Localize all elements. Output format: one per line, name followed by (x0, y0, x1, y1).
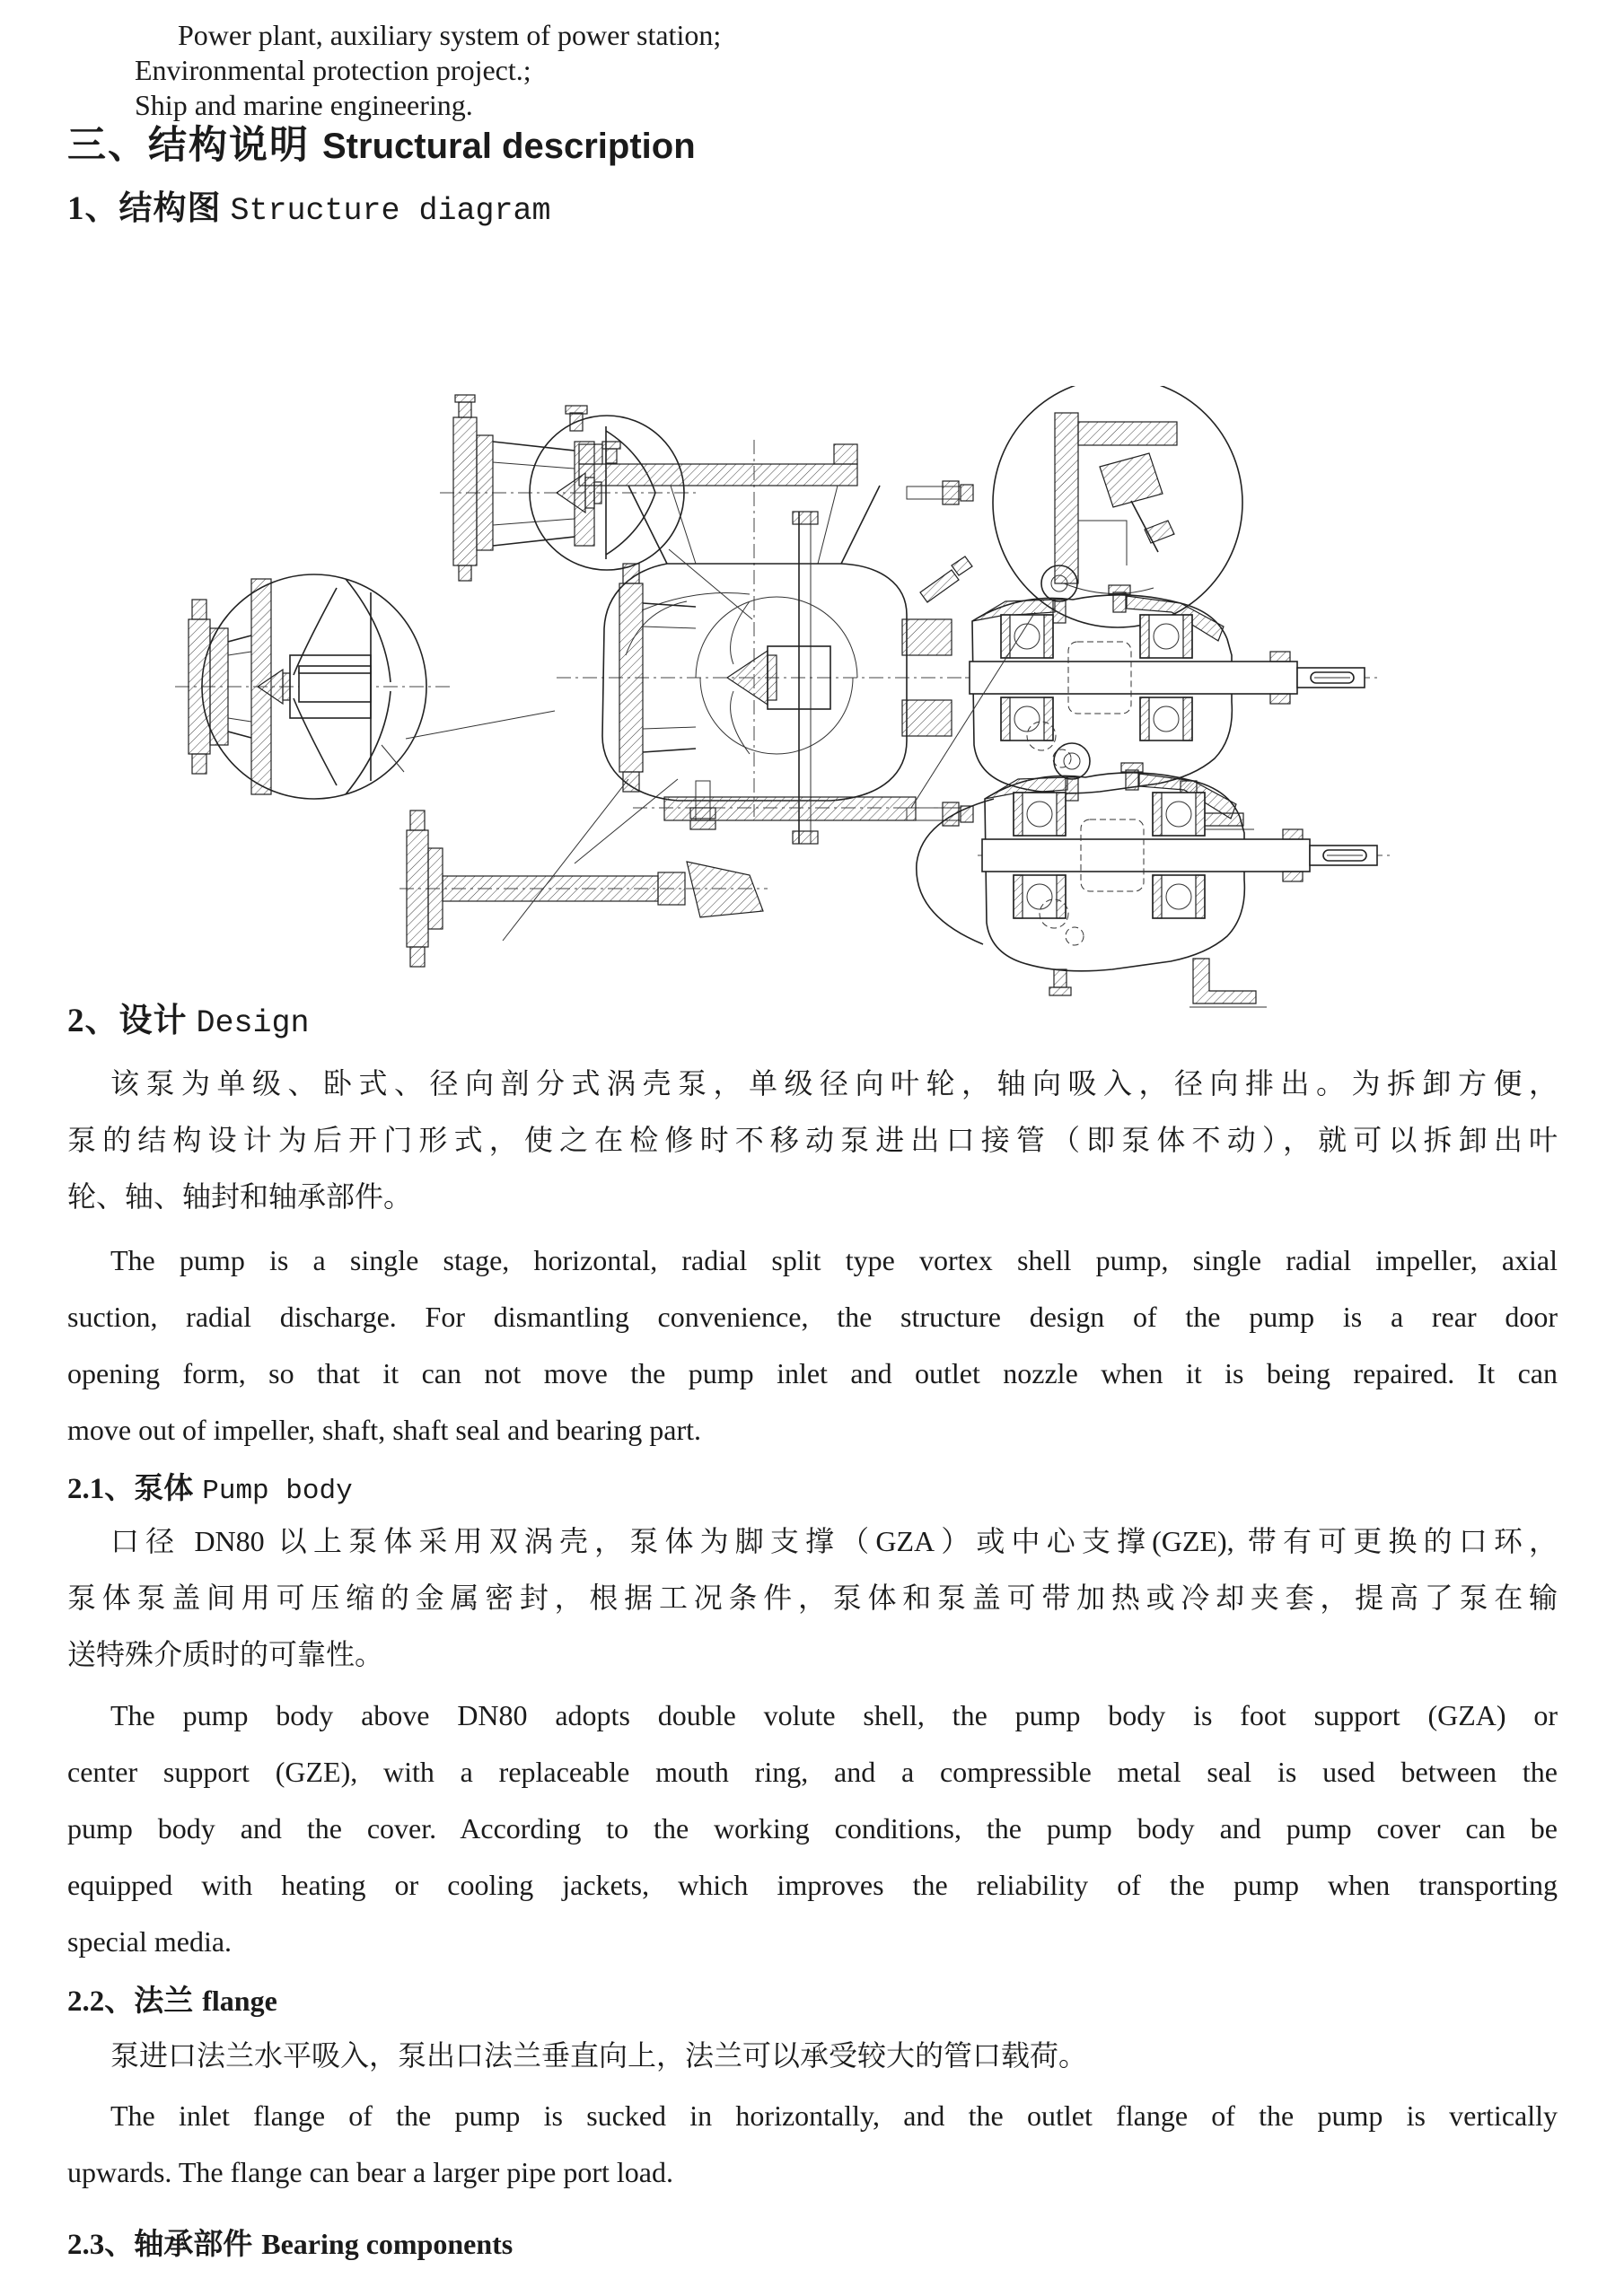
text-line: 口径 DN80 以上泵体采用双涡壳，泵体为脚支撑（GZA）或中心支撑(GZE), 带有可更换的口环， (110, 1525, 1558, 1557)
heading-cjk: 2.3、轴承部件 (67, 2229, 253, 2261)
subheading-bearing-components (67, 2221, 513, 2263)
section-heading-structural-description (67, 115, 696, 170)
text-line: 送特殊介质时的可靠性。 (67, 1638, 384, 1670)
subheading-design (67, 993, 310, 1041)
text-line: 该泵为单级、卧式、径向剖分式涡壳泵，单级径向叶轮，轴向吸入，径向排出。为拆卸方便， (110, 1067, 1558, 1100)
text-line: upwards. The flange can bear a larger pipe port load. (67, 2156, 673, 2188)
text-line: opening form, so that it can not move the pump inlet and outlet nozzle when it is being repaired. It can (67, 1357, 1558, 1389)
text-line: 泵的结构设计为后开门形式，使之在检修时不移动泵进出口接管（即泵体不动），就可以拆卸出叶 (67, 1124, 1558, 1156)
heading-en: Design (196, 1005, 310, 1041)
text-line: 泵进口法兰水平吸入，泵出口法兰垂直向上，法兰可以承受较大的管口载荷。 (110, 2039, 1088, 2072)
text-line: suction, radial discharge. For dismantling convenience, the structure design of the pump is a rear door (67, 1301, 1558, 1333)
text-line: equipped with heating or cooling jackets, which improves the reliability of the pump when transporting (67, 1869, 1558, 1901)
text-line: The pump is a single stage, horizontal, radial split type vortex shell pump, single radial impeller, axial (110, 1244, 1558, 1276)
heading-cjk: 2.2、法兰 (67, 1985, 194, 2018)
pump-body-paragraph-cn (67, 1513, 1558, 1683)
text-line: 轮、轴、轴封和轴承部件。 (67, 1180, 413, 1213)
suction-spool-view (440, 395, 696, 581)
impeller-detail-view (175, 574, 453, 799)
text-line: The pump body above DN80 adopts double volute shell, the pump body is foot support (GZA) or (110, 1699, 1558, 1731)
text-line: move out of impeller, shaft, shaft seal and bearing part. (67, 1414, 702, 1446)
heading-cjk: 三、结构说明 (67, 125, 310, 167)
text-line: Ship and marine engineering. (135, 89, 473, 121)
heading-cjk: 1、结构图 (67, 190, 222, 227)
heading-en: Pump body (202, 1476, 353, 1507)
text-line: The inlet flange of the pump is sucked in horizontally, and the outlet flange of the pump is vertically (110, 2099, 1558, 2132)
text-line: Environmental protection project.; (135, 54, 531, 86)
flange-paragraph-en (67, 2088, 1558, 2201)
subheading-pump-body (67, 1465, 353, 1507)
subheading-structure-diagram (67, 180, 551, 229)
text-line: center support (GZE), with a replaceable mouth ring, and a compressible metal seal is used between the (67, 1756, 1558, 1788)
heading-cjk: 2.1、泵体 (67, 1473, 194, 1505)
heading-en: Structure diagram (230, 193, 551, 229)
bearing-assembly-lower (917, 743, 1391, 1007)
pump-cross-section (557, 440, 973, 844)
shaft-component (399, 811, 768, 967)
flange-paragraph-cn (67, 2028, 1558, 2084)
text-line: 泵体泵盖间用可压缩的金属密封，根据工况条件，泵体和泵盖可带加热或冷却夹套，提高了泵在输 (67, 1582, 1558, 1614)
structure-diagram (67, 386, 1558, 1010)
heading-en: flange (202, 1985, 277, 2017)
design-paragraph-cn (67, 1056, 1558, 1225)
design-paragraph-en (67, 1232, 1558, 1459)
heading-cjk: 2、设计 (67, 1003, 188, 1039)
application-list (135, 18, 1032, 123)
heading-en: Bearing components (261, 2228, 514, 2260)
text-line: Power plant, auxiliary system of power station; (178, 19, 722, 51)
pump-body-paragraph-en (67, 1687, 1558, 1970)
subheading-flange (67, 1977, 277, 2020)
heading-en: Structural description (322, 127, 696, 166)
text-line: pump body and the cover. According to the working conditions, the pump body and pump cover can be (67, 1812, 1558, 1845)
text-line: special media. (67, 1925, 233, 1958)
